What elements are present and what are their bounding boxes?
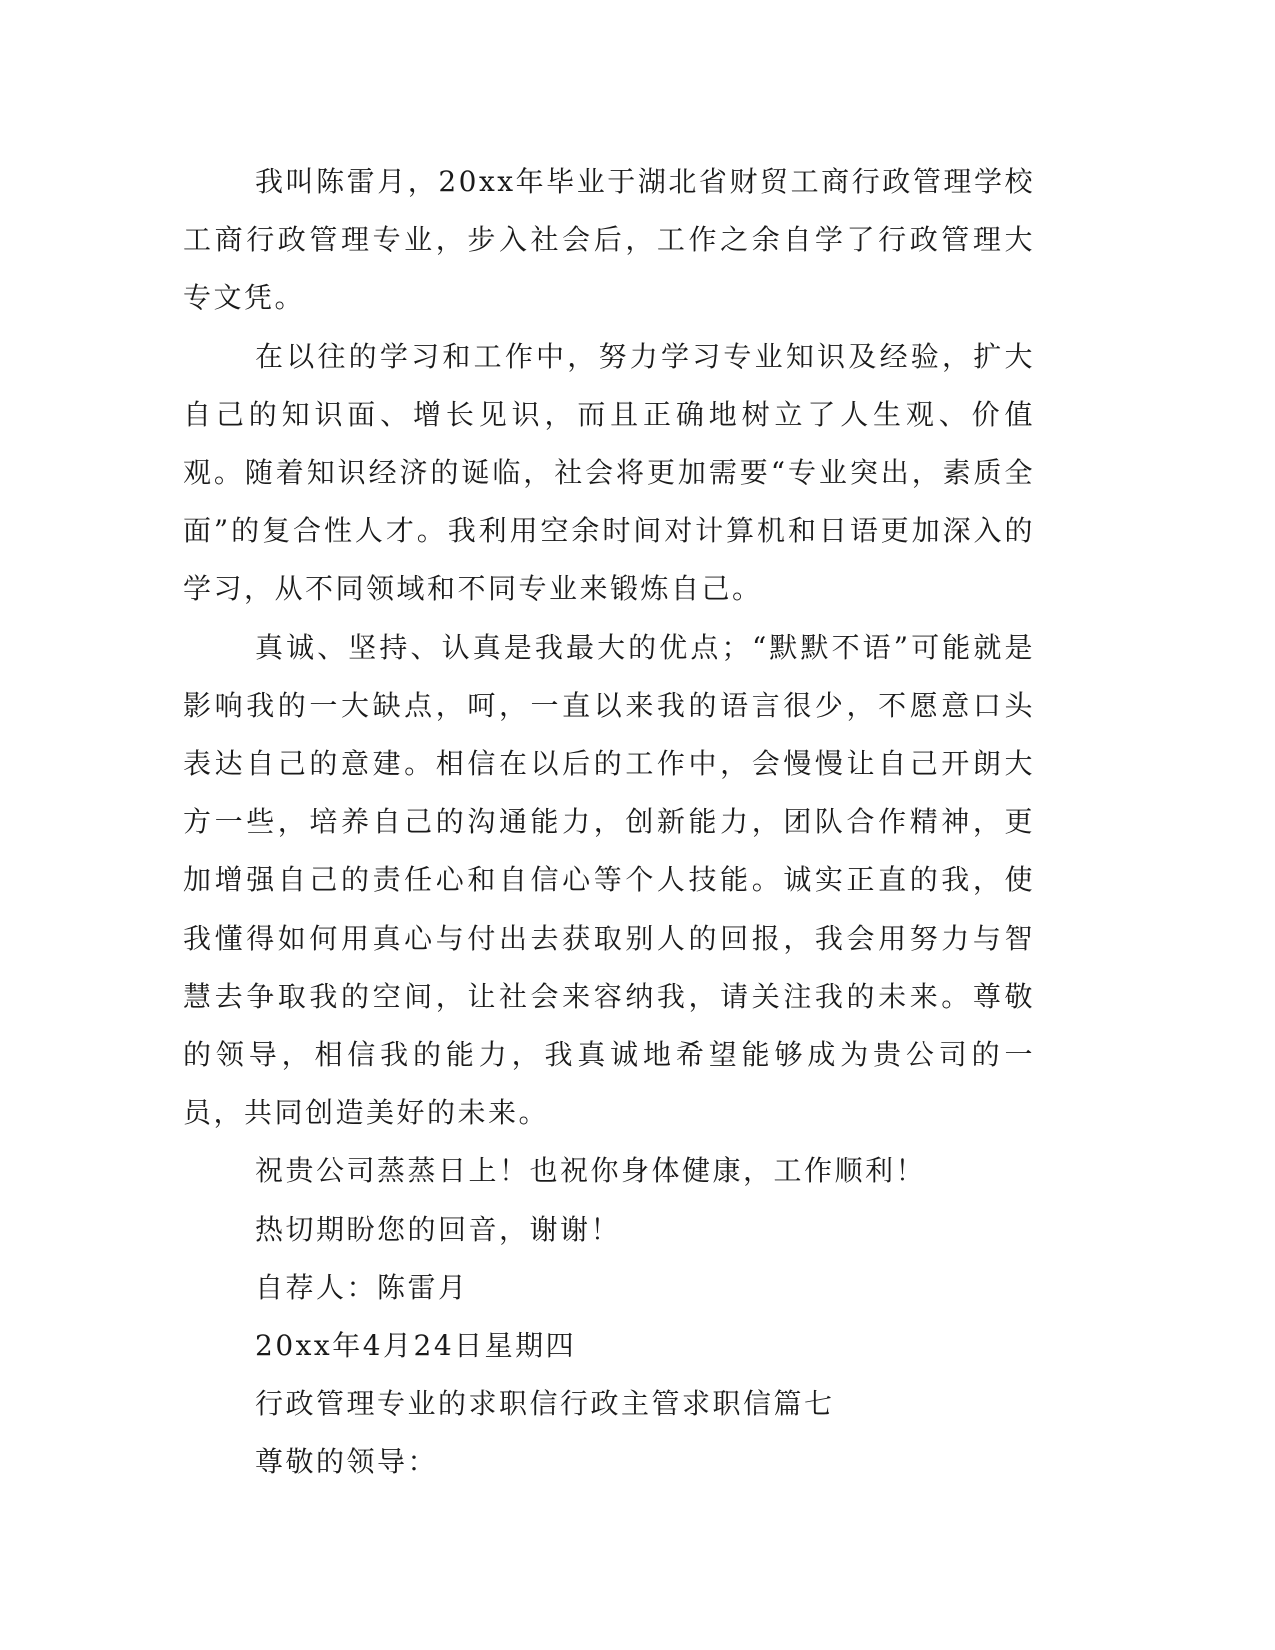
closing-thanks: 热切期盼您的回音，谢谢！ <box>255 1212 622 1246</box>
next-salutation: 尊敬的领导： <box>255 1445 439 1479</box>
closing-wish: 祝贵公司蒸蒸日上！也祝你身体健康，工作顺利！ <box>255 1154 927 1188</box>
signature: 自荐人：陈雷月 <box>255 1270 469 1304</box>
letter-date: 20xx年4月24日星期四 <box>255 1329 577 1363</box>
paragraph-study-experience: 在以往的学习和工作中，努力学习专业知识及经验，扩大自己的知识面、增长见识，而且正确地树立了人生观、价值观。随着知识经济的诞临，社会将更加需要“专业突出，素质全面”的复合性人才。我利用空余时间对计算机和日语更加深入的学习，从不同领域和不同专业来锻炼自己。 <box>183 339 1035 606</box>
paragraph-strengths: 真诚、坚持、认真是我最大的优点；“默默不语”可能就是影响我的一大缺点，呵，一直以来我的语言很少，不愿意口头表达自己的意建。相信在以后的工作中，会慢慢让自己开朗大方一些，培养自己的沟通能力，创新能力，团队合作精神，更加增强自己的责任心和自信心等个人技能。诚实正直的我，使我懂得如何用真心与付出去获取别人的回报，我会用努力与智慧去争取我的空间，让社会来容纳我，请关注我的未来。尊敬的领导，相信我的能力，我真诚地希望能够成为贵公司的一员，共同创造美好的未来。 <box>183 630 1035 1130</box>
next-section-title: 行政管理专业的求职信行政主管求职信篇七 <box>255 1387 835 1421</box>
paragraph-introduction: 我叫陈雷月，20xx年毕业于湖北省财贸工商行政管理学校工商行政管理专业，步入社会后，工作之余自学了行政管理大专文凭。 <box>183 165 1035 315</box>
letter-body <box>183 153 1035 1492</box>
